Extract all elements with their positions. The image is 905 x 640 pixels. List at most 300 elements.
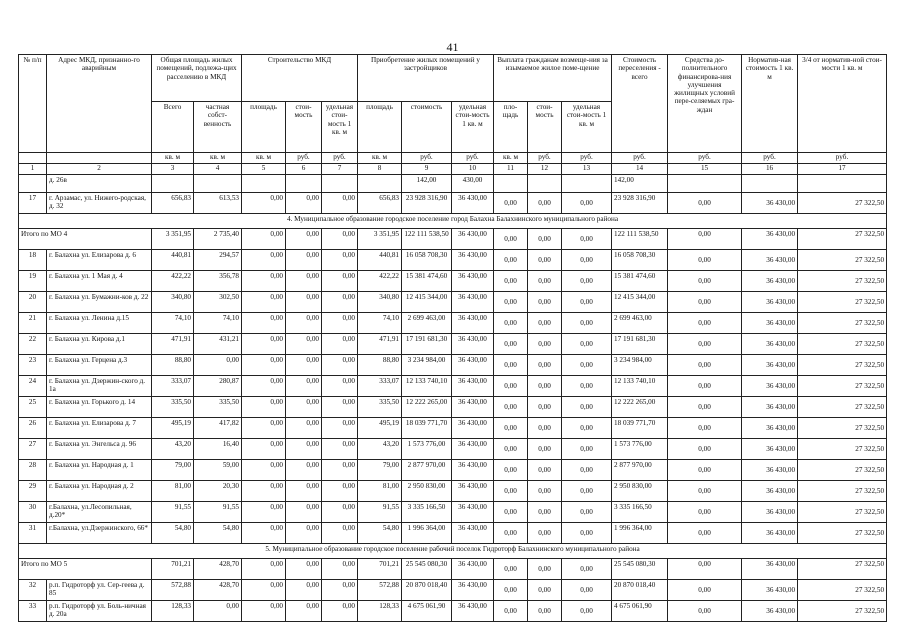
purchase-cost: 2 877 970,00	[402, 460, 452, 481]
construction-cost: 0,00	[286, 601, 322, 622]
purchase-area: 335,50	[358, 397, 402, 418]
address: г. Балахна ул. Елизарова д. 6	[47, 250, 152, 271]
payment-cost: 0,00	[528, 376, 562, 397]
three-quarters-cost: 27 322,50	[798, 334, 887, 355]
cost-total: 23 928 316,90	[612, 193, 668, 214]
norm-cost: 36 430,00	[742, 460, 798, 481]
total-construction-area: 0,00	[242, 559, 286, 580]
total-payment-area: 0,00	[494, 559, 528, 580]
cost-total: 4 675 061,90	[612, 601, 668, 622]
construction-unit-cost: 0,00	[322, 601, 358, 622]
payment-cost: 0,00	[528, 397, 562, 418]
payment-area: 0,00	[494, 292, 528, 313]
purchase-unit-cost: 36 430,00	[452, 460, 494, 481]
purchase-unit-cost: 36 430,00	[452, 376, 494, 397]
area-private: 20,30	[194, 481, 242, 502]
construction-area: 0,00	[242, 334, 286, 355]
purchase-unit-cost: 36 430,00	[452, 397, 494, 418]
payment-area: 0,00	[494, 418, 528, 439]
unit-cell: руб.	[452, 153, 494, 164]
payment-unit-cost: 0,00	[562, 292, 612, 313]
purchase-unit-cost: 36 430,00	[452, 439, 494, 460]
three-quarters-cost: 27 322,50	[798, 580, 887, 601]
payment-area: 0,00	[494, 193, 528, 214]
total-area-private: 428,70	[194, 559, 242, 580]
payment-area: 0,00	[494, 313, 528, 334]
construction-area: 0,00	[242, 376, 286, 397]
cont-purchase-cost: 142,00	[402, 175, 452, 193]
payment-cost: 0,00	[528, 601, 562, 622]
unit-cell: кв. м	[242, 153, 286, 164]
unit-cell: кв. м	[194, 153, 242, 164]
construction-unit-cost: 0,00	[322, 502, 358, 523]
construction-cost: 0,00	[286, 250, 322, 271]
norm-cost: 36 430,00	[742, 580, 798, 601]
row-number: 22	[19, 334, 47, 355]
header-purchase: Приобретение жилых помещений у застройщиков	[358, 55, 494, 102]
payment-cost: 0,00	[528, 355, 562, 376]
purchase-area: 656,83	[358, 193, 402, 214]
purchase-cost: 3 335 166,50	[402, 502, 452, 523]
payment-unit-cost: 0,00	[562, 439, 612, 460]
total-payment-unit-cost: 0,00	[562, 229, 612, 250]
three-quarters-cost: 27 322,50	[798, 523, 887, 544]
construction-area: 0,00	[242, 271, 286, 292]
three-quarters-cost: 27 322,50	[798, 292, 887, 313]
extra-funding: 0,00	[668, 481, 742, 502]
header-three-quarters: 3/4 от норматив-ной стои-мости 1 кв. м	[798, 55, 887, 153]
col-number: 6	[286, 164, 322, 175]
row-number: 33	[19, 601, 47, 622]
total-label: Итого по МО 5	[19, 559, 152, 580]
col-number: 9	[402, 164, 452, 175]
col-number: 8	[358, 164, 402, 175]
address: г. Арзамас, ул. Нижего-родская, д. 32	[47, 193, 152, 214]
construction-unit-cost: 0,00	[322, 292, 358, 313]
purchase-unit-cost: 36 430,00	[452, 193, 494, 214]
sub-area-purchase: площадь	[358, 102, 402, 153]
norm-cost: 36 430,00	[742, 355, 798, 376]
purchase-unit-cost: 36 430,00	[452, 334, 494, 355]
unit-cell: кв. м	[152, 153, 194, 164]
area-total: 572,88	[152, 580, 194, 601]
area-total: 79,00	[152, 460, 194, 481]
sub-cost: стои-мость	[286, 102, 322, 153]
construction-area: 0,00	[242, 460, 286, 481]
area-total: 54,80	[152, 523, 194, 544]
three-quarters-cost: 27 322,50	[798, 601, 887, 622]
norm-cost: 36 430,00	[742, 292, 798, 313]
purchase-unit-cost: 36 430,00	[452, 502, 494, 523]
area-private: 16,40	[194, 439, 242, 460]
address: р.п. Гидроторф ул. Сер-геева д. 85	[47, 580, 152, 601]
payment-unit-cost: 0,00	[562, 355, 612, 376]
cont-cell	[668, 175, 742, 193]
total-construction-unit-cost: 0,00	[322, 559, 358, 580]
payment-unit-cost: 0,00	[562, 193, 612, 214]
construction-unit-cost: 0,00	[322, 580, 358, 601]
payment-area: 0,00	[494, 250, 528, 271]
address: г. Балахна ул. Ленина д.15	[47, 313, 152, 334]
purchase-cost: 23 928 316,90	[402, 193, 452, 214]
purchase-area: 340,80	[358, 292, 402, 313]
table-row	[19, 580, 887, 601]
construction-unit-cost: 0,00	[322, 418, 358, 439]
unit-cell: руб.	[742, 153, 798, 164]
col-number: 4	[194, 164, 242, 175]
purchase-unit-cost: 36 430,00	[452, 523, 494, 544]
address: г. Балахна ул. Дзержин-ского д. 1а	[47, 376, 152, 397]
cost-total: 1 573 776,00	[612, 439, 668, 460]
section-title: 4. Муниципальное образование городское поселение город Балахна Балахнинского муниципального района	[19, 214, 887, 229]
address: г. Балахна ул. Энгельса д. 96	[47, 439, 152, 460]
purchase-area: 74,10	[358, 313, 402, 334]
row-number: 17	[19, 193, 47, 214]
unit-cell: руб.	[612, 153, 668, 164]
address: г. Балахна ул. Елизарова д. 7	[47, 418, 152, 439]
construction-area: 0,00	[242, 292, 286, 313]
section-heading	[19, 214, 887, 229]
payment-area: 0,00	[494, 355, 528, 376]
total-purchase-unit-cost: 36 430,00	[452, 559, 494, 580]
cont-cost-total: 142,00	[612, 175, 668, 193]
area-total: 495,19	[152, 418, 194, 439]
unit-cell: руб.	[322, 153, 358, 164]
total-three-quarters-cost: 27 322,50	[798, 559, 887, 580]
unit-cell: руб.	[798, 153, 887, 164]
unit-cell: руб.	[528, 153, 562, 164]
cost-total: 2 950 830,00	[612, 481, 668, 502]
cost-total: 2 699 463,00	[612, 313, 668, 334]
area-total: 43,20	[152, 439, 194, 460]
address: г. Балахна ул. Герцена д.3	[47, 355, 152, 376]
extra-funding: 0,00	[668, 460, 742, 481]
payment-area: 0,00	[494, 523, 528, 544]
cost-total: 17 191 681,30	[612, 334, 668, 355]
purchase-cost: 2 699 463,00	[402, 313, 452, 334]
extra-funding: 0,00	[668, 439, 742, 460]
payment-unit-cost: 0,00	[562, 601, 612, 622]
col-number: 16	[742, 164, 798, 175]
col-number: 13	[562, 164, 612, 175]
cont-cell	[242, 175, 286, 193]
purchase-area: 43,20	[358, 439, 402, 460]
payment-area: 0,00	[494, 481, 528, 502]
cost-total: 2 877 970,00	[612, 460, 668, 481]
header-area: Общая площадь жилых помещений, подлежа-щих расселению в МКД	[152, 55, 242, 102]
three-quarters-cost: 27 322,50	[798, 250, 887, 271]
col-number: 5	[242, 164, 286, 175]
payment-cost: 0,00	[528, 193, 562, 214]
area-private: 0,00	[194, 355, 242, 376]
col-number: 1	[19, 164, 47, 175]
construction-cost: 0,00	[286, 397, 322, 418]
extra-funding: 0,00	[668, 193, 742, 214]
table-row	[19, 250, 887, 271]
table-row	[19, 523, 887, 544]
section-heading	[19, 544, 887, 559]
purchase-unit-cost: 36 430,00	[452, 313, 494, 334]
area-total: 128,33	[152, 601, 194, 622]
col-number: 3	[152, 164, 194, 175]
payment-area: 0,00	[494, 439, 528, 460]
total-payment-cost: 0,00	[528, 229, 562, 250]
area-private: 335,50	[194, 397, 242, 418]
total-row	[19, 559, 887, 580]
three-quarters-cost: 27 322,50	[798, 193, 887, 214]
table-row	[19, 418, 887, 439]
three-quarters-cost: 27 322,50	[798, 418, 887, 439]
total-payment-area: 0,00	[494, 229, 528, 250]
address: г. Балахна ул. Кирова д.1	[47, 334, 152, 355]
unit-cell: руб.	[562, 153, 612, 164]
purchase-unit-cost: 36 430,00	[452, 601, 494, 622]
purchase-cost: 12 222 265,00	[402, 397, 452, 418]
construction-cost: 0,00	[286, 439, 322, 460]
payment-cost: 0,00	[528, 418, 562, 439]
row-number: 25	[19, 397, 47, 418]
construction-unit-cost: 0,00	[322, 439, 358, 460]
payment-unit-cost: 0,00	[562, 418, 612, 439]
area-private: 431,21	[194, 334, 242, 355]
construction-unit-cost: 0,00	[322, 193, 358, 214]
area-private: 294,57	[194, 250, 242, 271]
norm-cost: 36 430,00	[742, 250, 798, 271]
purchase-area: 471,91	[358, 334, 402, 355]
norm-cost: 36 430,00	[742, 397, 798, 418]
table-row	[19, 376, 887, 397]
area-private: 59,00	[194, 460, 242, 481]
purchase-cost: 1 573 776,00	[402, 439, 452, 460]
total-extra-funding: 0,00	[668, 559, 742, 580]
cost-total: 15 381 474,60	[612, 271, 668, 292]
address: г. Балахна ул. Народная д. 1	[47, 460, 152, 481]
purchase-area: 54,80	[358, 523, 402, 544]
payment-unit-cost: 0,00	[562, 250, 612, 271]
purchase-cost: 2 950 830,00	[402, 481, 452, 502]
unit-cell	[47, 153, 152, 164]
units-row	[19, 153, 887, 164]
total-purchase-area: 3 351,95	[358, 229, 402, 250]
total-extra-funding: 0,00	[668, 229, 742, 250]
address: г. Балахна ул. Народная д. 2	[47, 481, 152, 502]
construction-unit-cost: 0,00	[322, 460, 358, 481]
purchase-area: 79,00	[358, 460, 402, 481]
payment-unit-cost: 0,00	[562, 313, 612, 334]
three-quarters-cost: 27 322,50	[798, 481, 887, 502]
construction-unit-cost: 0,00	[322, 271, 358, 292]
payment-cost: 0,00	[528, 502, 562, 523]
construction-area: 0,00	[242, 355, 286, 376]
norm-cost: 36 430,00	[742, 313, 798, 334]
table-row	[19, 334, 887, 355]
payment-cost: 0,00	[528, 313, 562, 334]
table-row	[19, 397, 887, 418]
area-private: 280,87	[194, 376, 242, 397]
payment-unit-cost: 0,00	[562, 523, 612, 544]
cost-total: 20 870 018,40	[612, 580, 668, 601]
area-private: 613,53	[194, 193, 242, 214]
total-payment-cost: 0,00	[528, 559, 562, 580]
norm-cost: 36 430,00	[742, 523, 798, 544]
construction-cost: 0,00	[286, 481, 322, 502]
table-row	[19, 355, 887, 376]
header-address: Адрес МКД, признанно-го аварийным	[47, 55, 152, 153]
extra-funding: 0,00	[668, 376, 742, 397]
cost-total: 3 335 166,50	[612, 502, 668, 523]
total-construction-cost: 0,00	[286, 559, 322, 580]
address: г. Балахна ул. Горького д. 14	[47, 397, 152, 418]
three-quarters-cost: 27 322,50	[798, 502, 887, 523]
total-area-total: 701,21	[152, 559, 194, 580]
three-quarters-cost: 27 322,50	[798, 271, 887, 292]
address: г. Балахна ул. 1 Мая д. 4	[47, 271, 152, 292]
row-number: 28	[19, 460, 47, 481]
col-number: 17	[798, 164, 887, 175]
total-norm-cost: 36 430,00	[742, 229, 798, 250]
construction-area: 0,00	[242, 313, 286, 334]
extra-funding: 0,00	[668, 601, 742, 622]
construction-area: 0,00	[242, 193, 286, 214]
purchase-cost: 16 058 708,30	[402, 250, 452, 271]
three-quarters-cost: 27 322,50	[798, 460, 887, 481]
payment-unit-cost: 0,00	[562, 460, 612, 481]
table-row	[19, 292, 887, 313]
purchase-area: 440,81	[358, 250, 402, 271]
cost-total: 1 996 364,00	[612, 523, 668, 544]
payment-area: 0,00	[494, 334, 528, 355]
construction-area: 0,00	[242, 601, 286, 622]
norm-cost: 36 430,00	[742, 418, 798, 439]
three-quarters-cost: 27 322,50	[798, 397, 887, 418]
header-extra-funding: Средства до-полнительного финансирова-ния улучшения жилищных условий пере-селяемых гра-ждан	[668, 55, 742, 153]
construction-cost: 0,00	[286, 502, 322, 523]
extra-funding: 0,00	[668, 580, 742, 601]
construction-area: 0,00	[242, 418, 286, 439]
purchase-area: 91,55	[358, 502, 402, 523]
construction-cost: 0,00	[286, 355, 322, 376]
purchase-unit-cost: 36 430,00	[452, 250, 494, 271]
table-row	[19, 460, 887, 481]
payment-cost: 0,00	[528, 334, 562, 355]
unit-cell: кв. м	[358, 153, 402, 164]
construction-unit-cost: 0,00	[322, 376, 358, 397]
sub-private: частная собст-венность	[194, 102, 242, 153]
cont-cell	[742, 175, 798, 193]
header-norm-cost: Норматив-ная стоимость 1 кв. м	[742, 55, 798, 153]
total-payment-unit-cost: 0,00	[562, 559, 612, 580]
area-private: 302,50	[194, 292, 242, 313]
cost-total: 18 039 771,70	[612, 418, 668, 439]
norm-cost: 36 430,00	[742, 601, 798, 622]
area-total: 340,80	[152, 292, 194, 313]
row-number: 31	[19, 523, 47, 544]
area-private: 54,80	[194, 523, 242, 544]
payment-cost: 0,00	[528, 580, 562, 601]
three-quarters-cost: 27 322,50	[798, 355, 887, 376]
header-row	[19, 55, 887, 102]
construction-cost: 0,00	[286, 313, 322, 334]
cont-cell	[528, 175, 562, 193]
purchase-unit-cost: 36 430,00	[452, 292, 494, 313]
sub-area-payment: пло-щадь	[494, 102, 528, 153]
sub-area: площадь	[242, 102, 286, 153]
extra-funding: 0,00	[668, 334, 742, 355]
area-private: 417,82	[194, 418, 242, 439]
table-row	[19, 313, 887, 334]
construction-cost: 0,00	[286, 418, 322, 439]
construction-cost: 0,00	[286, 292, 322, 313]
payment-area: 0,00	[494, 460, 528, 481]
sub-total: Всего	[152, 102, 194, 153]
table-row	[19, 439, 887, 460]
cont-cell	[194, 175, 242, 193]
area-total: 88,80	[152, 355, 194, 376]
construction-area: 0,00	[242, 439, 286, 460]
cont-cell	[358, 175, 402, 193]
cont-cell	[152, 175, 194, 193]
total-construction-unit-cost: 0,00	[322, 229, 358, 250]
total-construction-area: 0,00	[242, 229, 286, 250]
payment-unit-cost: 0,00	[562, 271, 612, 292]
row-number: 30	[19, 502, 47, 523]
extra-funding: 0,00	[668, 271, 742, 292]
unit-cell: кв. м	[494, 153, 528, 164]
payment-cost: 0,00	[528, 481, 562, 502]
construction-cost: 0,00	[286, 460, 322, 481]
purchase-area: 333,07	[358, 376, 402, 397]
col-number: 10	[452, 164, 494, 175]
extra-funding: 0,00	[668, 250, 742, 271]
area-private: 0,00	[194, 601, 242, 622]
unit-cell: руб.	[668, 153, 742, 164]
cont-cell	[286, 175, 322, 193]
table-row	[19, 481, 887, 502]
total-cost-total: 122 111 538,50	[612, 229, 668, 250]
payment-cost: 0,00	[528, 439, 562, 460]
section-title: 5. Муниципальное образование городское поселение рабочий поселок Гидроторф Балахнинского муниципального района	[19, 544, 887, 559]
extra-funding: 0,00	[668, 397, 742, 418]
construction-unit-cost: 0,00	[322, 250, 358, 271]
row-number: 29	[19, 481, 47, 502]
total-purchase-unit-cost: 36 430,00	[452, 229, 494, 250]
col-number: 11	[494, 164, 528, 175]
norm-cost: 36 430,00	[742, 376, 798, 397]
purchase-unit-cost: 36 430,00	[452, 580, 494, 601]
cost-total: 16 058 708,30	[612, 250, 668, 271]
construction-unit-cost: 0,00	[322, 397, 358, 418]
purchase-cost: 3 234 984,00	[402, 355, 452, 376]
construction-cost: 0,00	[286, 193, 322, 214]
area-private: 91,55	[194, 502, 242, 523]
total-norm-cost: 36 430,00	[742, 559, 798, 580]
construction-cost: 0,00	[286, 376, 322, 397]
cont-address: д. 26в	[47, 175, 152, 193]
cost-total: 12 133 740,10	[612, 376, 668, 397]
row-number: 24	[19, 376, 47, 397]
construction-unit-cost: 0,00	[322, 481, 358, 502]
area-private: 356,78	[194, 271, 242, 292]
construction-cost: 0,00	[286, 271, 322, 292]
payment-unit-cost: 0,00	[562, 502, 612, 523]
payment-cost: 0,00	[528, 271, 562, 292]
payment-cost: 0,00	[528, 523, 562, 544]
payment-area: 0,00	[494, 601, 528, 622]
construction-area: 0,00	[242, 502, 286, 523]
norm-cost: 36 430,00	[742, 439, 798, 460]
header-cost-total: Стоимость переселения - всего	[612, 55, 668, 153]
construction-unit-cost: 0,00	[322, 523, 358, 544]
